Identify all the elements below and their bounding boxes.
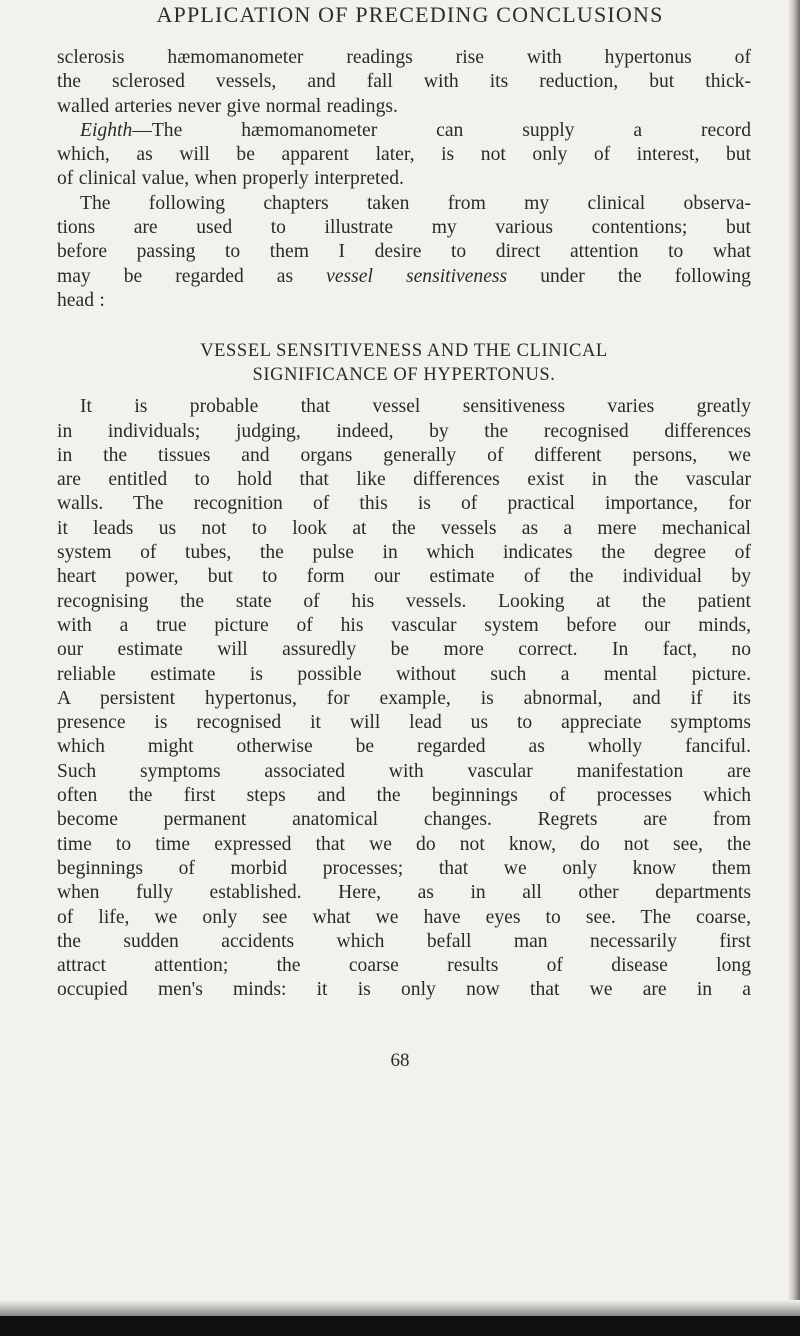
text-line: of clinical value, when properly interpreted. [57, 168, 404, 190]
page-number: 68 [390, 1050, 410, 1071]
text-line: attract attention; the coarse results of disease long [57, 955, 751, 977]
page-edge-shadow [788, 0, 800, 1336]
text-line: beginnings of morbid processes; that we only know them [57, 857, 751, 879]
text-line: walled arteries never give normal readings. [57, 95, 398, 117]
text-line: with a true picture of his vascular system before our minds, [57, 614, 751, 636]
text-span: —The hæmomanometer can supply a record [132, 119, 751, 141]
text-span: may be regarded as [57, 265, 327, 287]
text-line: occupied men's minds: it is only now that we are in a [57, 979, 751, 1001]
text-line: heart power, but to form our estimate of the individual by [57, 566, 751, 588]
body-text [57, 46, 751, 1003]
scan-border [0, 1316, 800, 1336]
italic-term: vessel sensitiveness [326, 265, 508, 287]
text-line: in the tissues and organs generally of different persons, we [57, 444, 751, 466]
section-heading: SIGNIFICANCE OF HYPERTONUS. [252, 365, 556, 386]
text-line: system of tubes, the pulse in which indicates the degree of [57, 542, 751, 564]
text-line: sclerosis hæmomanometer readings rise with hypertonus of [57, 47, 751, 68]
text-line: are entitled to hold that like differences exist in the vascular [57, 469, 751, 491]
text-line: when fully established. Here, as in all other departments [57, 882, 751, 904]
text-line: which, as will be apparent later, is not only of interest, but [57, 144, 751, 166]
section-heading: VESSEL SENSITIVENESS AND THE CLINICAL [200, 341, 608, 362]
text-line: the sudden accidents which befall man necessarily first [57, 930, 751, 952]
text-line: it leads us not to look at the vessels as a mere mechanical [57, 517, 751, 539]
running-head: APPLICATION OF PRECEDING CONCLUSIONS [156, 2, 664, 27]
text-line: head : [57, 289, 105, 311]
text-line: It is probable that vessel sensitiveness varies greatly [80, 396, 751, 418]
bottom-shadow [0, 1300, 800, 1316]
text-line: A persistent hypertonus, for example, is abnormal, and if its [57, 687, 751, 709]
text-span: under the following [507, 265, 751, 287]
text-line: become permanent anatomical changes. Regrets are from [57, 809, 751, 831]
text-line: of life, we only see what we have eyes to see. The coarse, [57, 906, 751, 928]
text-line: the sclerosed vessels, and fall with its reduction, but thick- [57, 71, 751, 93]
text-line [57, 119, 751, 143]
text-line: which might otherwise be regarded as wholly fanciful. [57, 736, 751, 758]
text-line: recognising the state of his vessels. Looking at the patient [57, 590, 751, 612]
text-line: in individuals; judging, indeed, by the recognised differences [57, 420, 751, 442]
text-line: The following chapters taken from my clinical observa- [80, 192, 751, 214]
text-line [57, 265, 751, 289]
text-line: presence is recognised it will lead us to appreciate symptoms [57, 712, 751, 734]
text-line: tions are used to illustrate my various contentions; but [57, 217, 751, 239]
text-line: before passing to them I desire to direct attention to what [57, 241, 751, 263]
text-line: reliable estimate is possible without such a mental picture. [57, 663, 751, 685]
text-line: time to time expressed that we do not know, do not see, the [57, 833, 751, 855]
paragraph-lead: Eighth [80, 119, 133, 141]
text-line: Such symptoms associated with vascular manifestation are [57, 760, 751, 782]
text-line: often the first steps and the beginnings of processes which [57, 785, 751, 807]
text-line: our estimate will assuredly be more correct. In fact, no [57, 639, 751, 661]
text-line: walls. The recognition of this is of practical importance, for [57, 493, 751, 515]
